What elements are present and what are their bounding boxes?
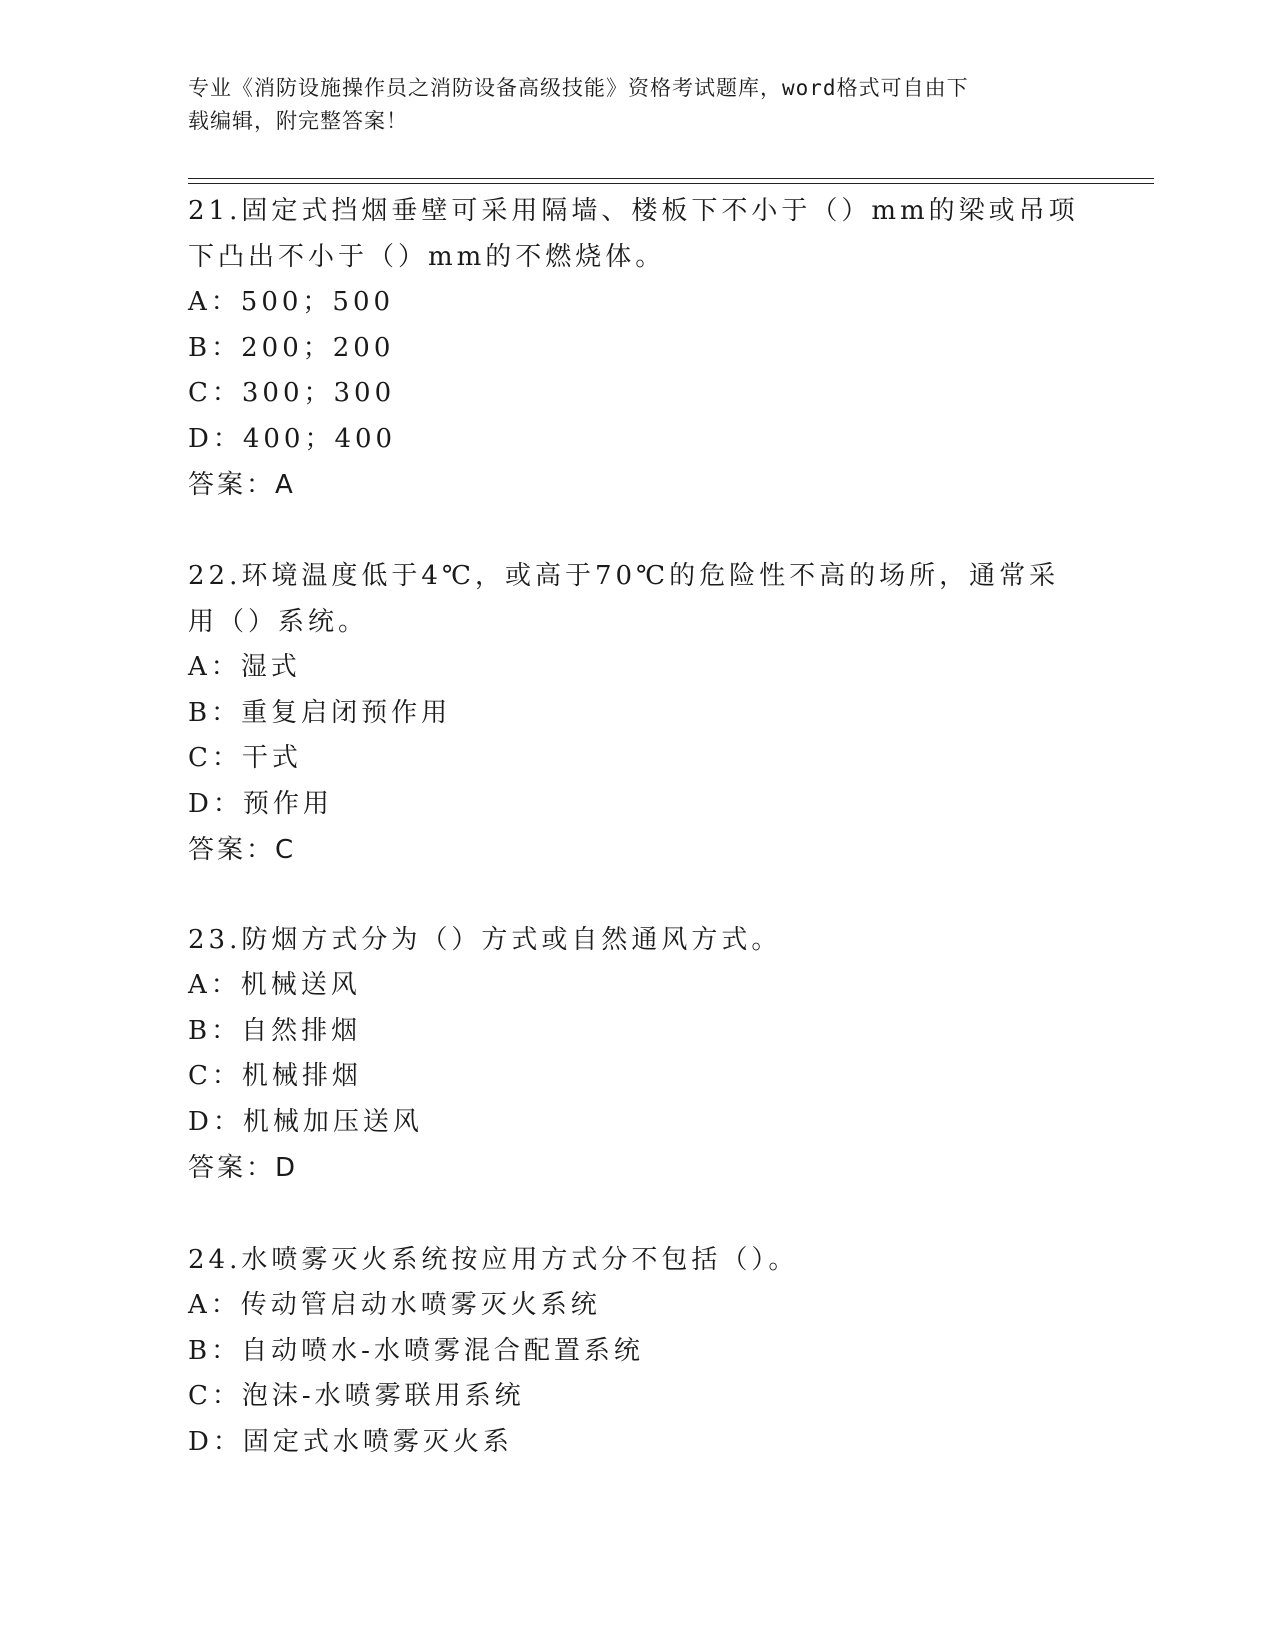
option-d: D：固定式水喷雾灭火系: [188, 1426, 513, 1457]
option-b: B：200；200: [188, 332, 395, 363]
option-a: A：传动管启动水喷雾灭火系统: [188, 1290, 601, 1320]
question-stem: 21.固定式挡烟垂壁可采用隔墙、楼板下不小于（）mm的梁或吊项下凸出不小于（）mm的不燃烧体。: [188, 196, 1079, 272]
question-stem: 23.防烟方式分为（）方式或自然通风方式。: [188, 925, 782, 955]
question-24: [188, 1237, 1088, 1465]
question-stem: 24.水喷雾灭火系统按应用方式分不包括（）。: [188, 1245, 799, 1275]
option-b: B：自然排烟: [188, 1015, 362, 1046]
header-line-2: 载编辑，附完整答案！: [188, 109, 408, 133]
option-a: A：湿式: [188, 652, 301, 682]
option-c: C：机械排烟: [188, 1061, 362, 1091]
answer: 答案：D: [188, 1153, 299, 1183]
answer: 答案：A: [188, 470, 296, 500]
option-c: C：300；300: [188, 378, 396, 408]
answer: 答案：C: [188, 835, 297, 865]
option-d: D：机械加压送风: [188, 1106, 423, 1137]
header-line-1: 专业《消防设施操作员之消防设备高级技能》资格考试题库，word格式可自由下: [188, 76, 969, 100]
option-c: C：干式: [188, 743, 302, 773]
header-divider-bottom: [188, 183, 1154, 184]
option-a: A：机械送风: [188, 970, 361, 1000]
header-divider-top: [188, 178, 1154, 179]
question-stem: 22.环境温度低于4℃，或高于70℃的危险性不高的场所，通常采用（）系统。: [188, 561, 1060, 637]
option-d: D：预作用: [188, 788, 333, 819]
question-22: [188, 553, 1088, 873]
question-21: [188, 188, 1088, 508]
option-b: B：重复启闭预作用: [188, 697, 452, 728]
question-23: [188, 917, 1088, 1191]
option-b: B：自动喷水-水喷雾混合配置系统: [188, 1335, 644, 1366]
option-c: C：泡沫-水喷雾联用系统: [188, 1381, 525, 1411]
option-d: D：400；400: [188, 423, 397, 454]
option-a: A：500；500: [188, 287, 395, 317]
document-header: [188, 72, 1068, 138]
